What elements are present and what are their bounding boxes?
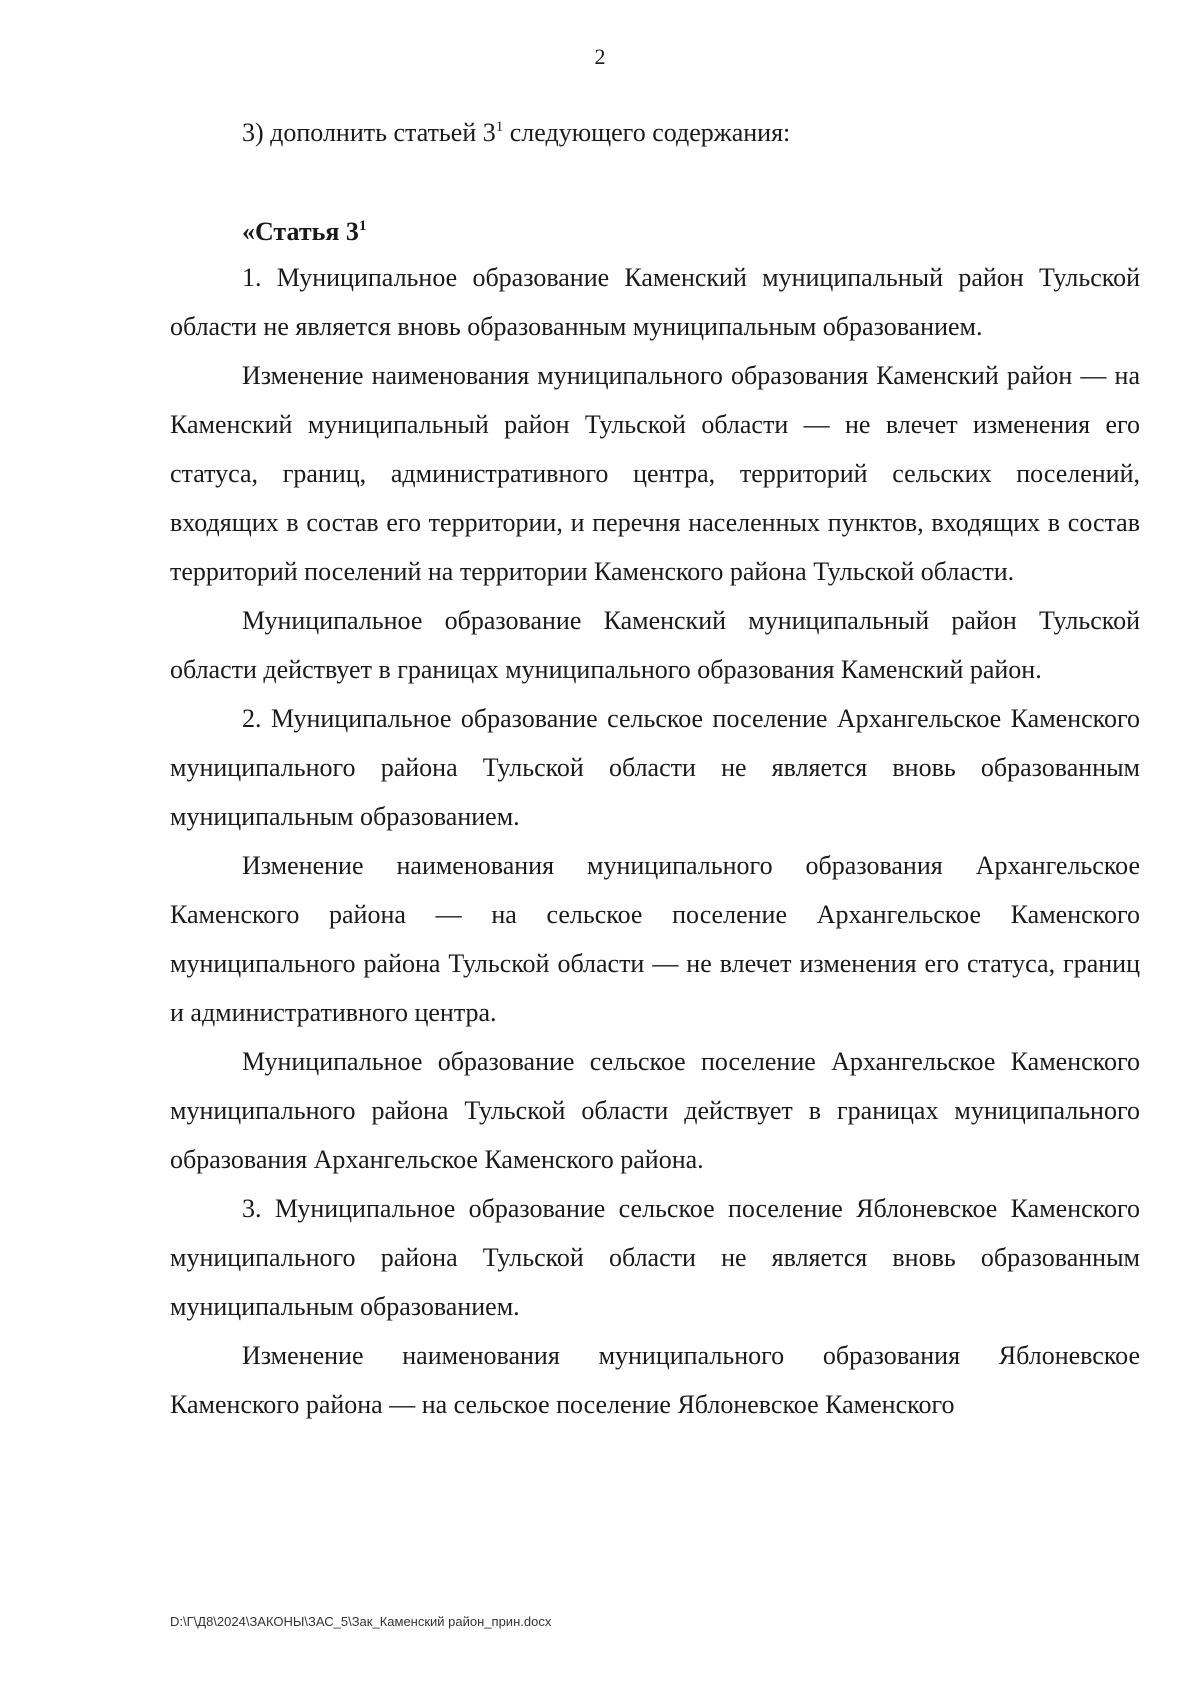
paragraph: Изменение наименования муниципального образования Яблоневское Каменского района — на сельское поселение Яблоневское Каменского bbox=[170, 1341, 1140, 1419]
paragraph: 2. Муниципальное образование сельское поселение Архангельское Каменского муниципального района Тульской области не является вновь образованным муниципальным образованием. bbox=[170, 704, 1140, 831]
article-body bbox=[170, 253, 1140, 1429]
amendment-intro-text: 3) дополнить статьей 3 bbox=[242, 118, 496, 147]
paragraph: 1. Муниципальное образование Каменский муниципальный район Тульской области не является вновь образованным муниципальным образованием. bbox=[170, 263, 1140, 341]
paragraph: Изменение наименования муниципального образования Каменский район — на Каменский муниципальный район Тульской области — не влечет изменения его статуса, границ, административного центра, территорий сельских поселений, входящих в состав его территории, и перечня населенных пунктов, входящих в состав территорий поселений на территории Каменского района Тульской области. bbox=[170, 361, 1140, 586]
page-number: 2 bbox=[594, 44, 606, 69]
amendment-intro-superscript: 1 bbox=[495, 119, 504, 135]
paragraph: Муниципальное образование Каменский муниципальный район Тульской области действует в границах муниципального образования Каменский район. bbox=[170, 606, 1140, 684]
paragraph: Муниципальное образование сельское поселение Архангельское Каменского муниципального района Тульской области действует в границах муниципального образования Архангельское Каменского района. bbox=[170, 1047, 1140, 1174]
amendment-intro-text-end: следующего содержания: bbox=[503, 118, 791, 147]
amendment-intro bbox=[242, 113, 790, 153]
paragraph: 3. Муниципальное образование сельское поселение Яблоневское Каменского муниципального района Тульской области не является вновь образованным муниципальным образованием. bbox=[170, 1194, 1140, 1321]
article-title bbox=[242, 212, 366, 252]
paragraph: Изменение наименования муниципального образования Архангельское Каменского района — на сельское поселение Архангельское Каменского муниципального района Тульской области — не влечет изменения его статуса, границ и административного центра. bbox=[170, 851, 1140, 1027]
file-path-footer: D:\Г\Д8\2024\ЗАКОНЫ\ЗАС_5\Зак_Каменский район_прин.docx bbox=[170, 1614, 552, 1629]
article-title-text: «Статья 3 bbox=[242, 217, 359, 246]
article-title-superscript: 1 bbox=[358, 218, 367, 234]
